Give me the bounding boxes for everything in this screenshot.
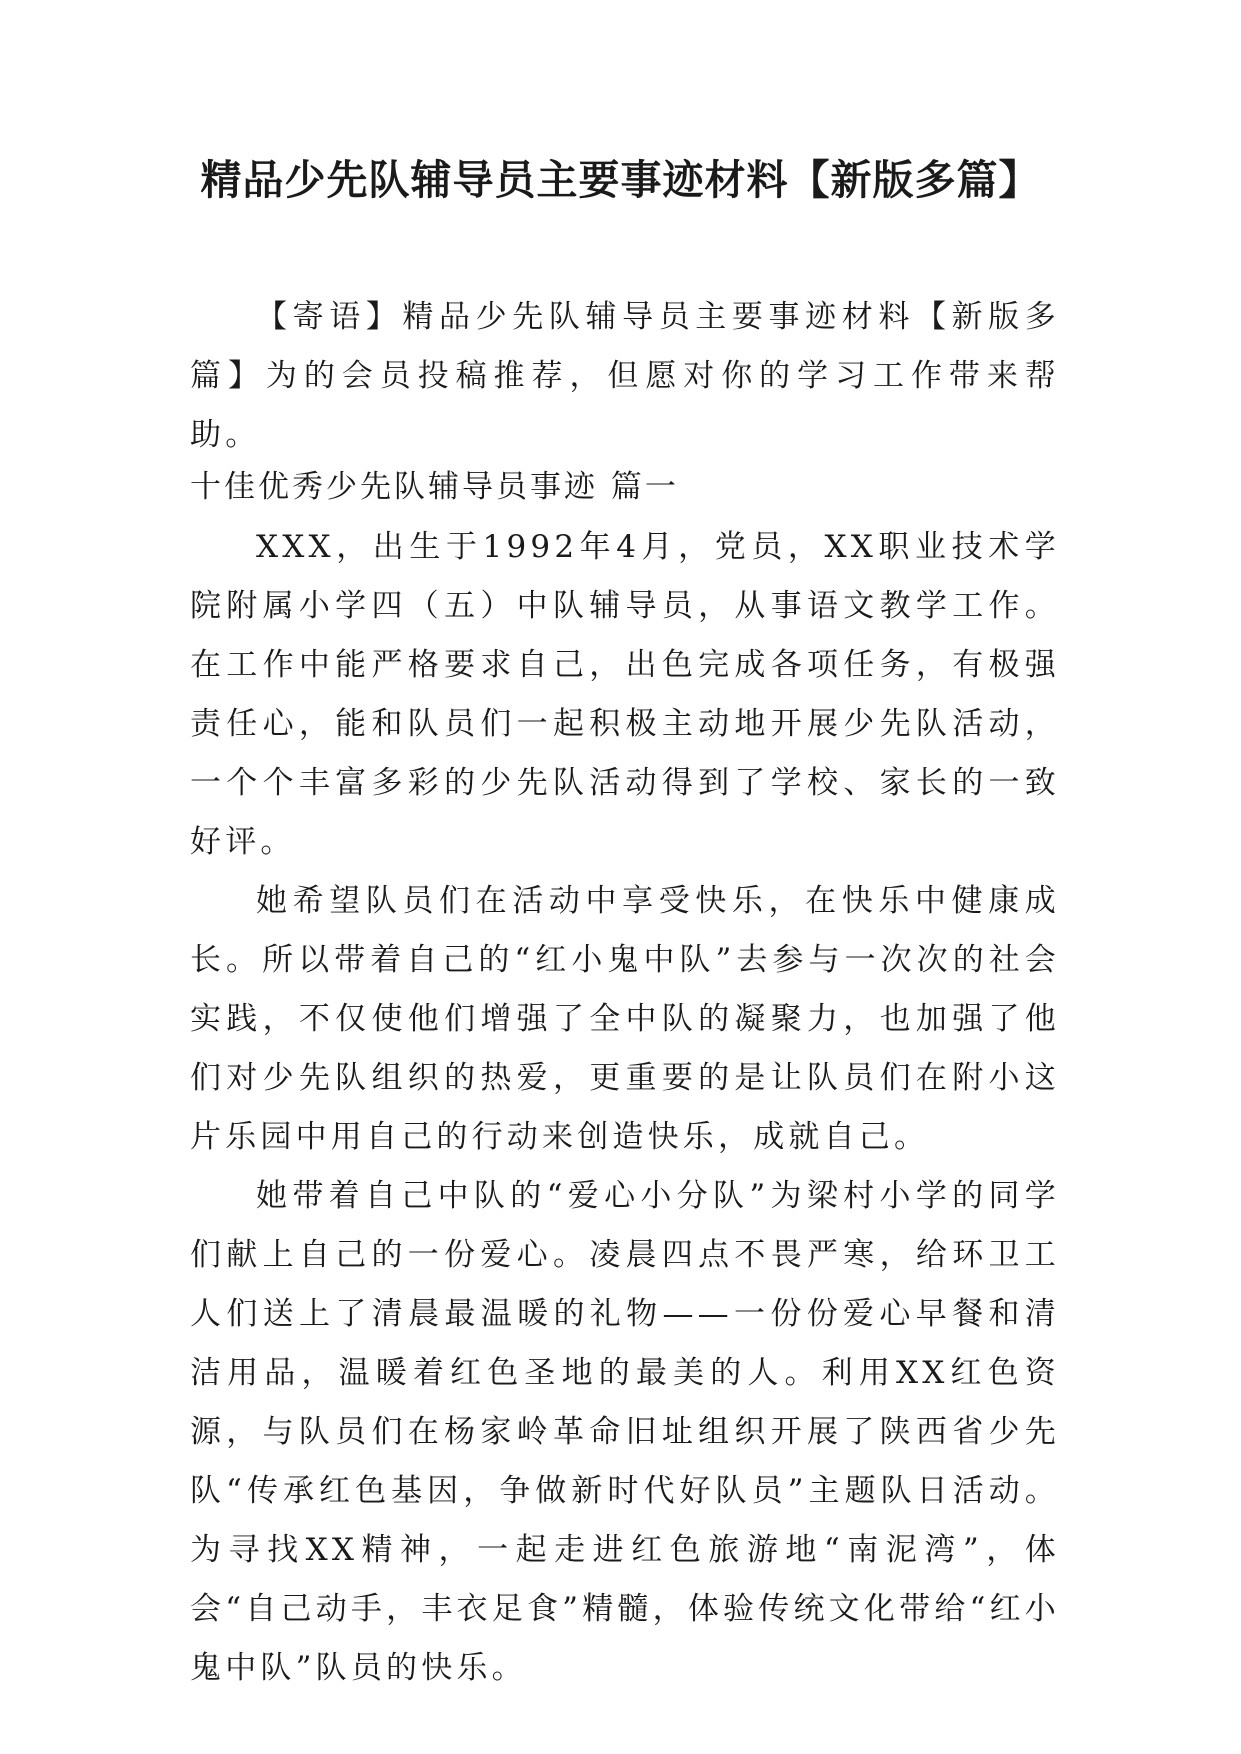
article-body [190, 518, 1060, 1698]
intro-paragraph: 【寄语】精品少先队辅导员主要事迹材料【新版多篇】为的会员投稿推荐，但愿对你的学习工作带来帮助。 [190, 299, 1060, 453]
body-paragraph-1: XXX，出生于1992年4月，党员，XX职业技术学院附属小学四（五）中队辅导员，从事语文教学工作。在工作中能严格要求自己，出色完成各项任务，有极强责任心，能和队员们一起积极主动地开展少先队活动，一个个丰富多彩的少先队活动得到了学校、家长的一致好评。 [190, 529, 1060, 860]
body-paragraph-3: 她带着自己中队的“爱心小分队”为梁村小学的同学们献上自己的一份爱心。凌晨四点不畏严寒，给环卫工人们送上了清晨最温暖的礼物——一份份爱心早餐和清洁用品，温暖着红色圣地的最美的人。利用XX红色资源，与队员们在杨家岭革命旧址组织开展了陕西省少先队“传承红色基因，争做新时代好队员”主题队日活动。为寻找XX精神，一起走进红色旅游地“南泥湾”，体会“自己动手，丰衣足食”精髓，体验传统文化带给“红小鬼中队”队员的快乐。 [190, 1178, 1060, 1686]
document-title: 精品少先队辅导员主要事迹材料【新版多篇】 [200, 156, 1041, 204]
body-paragraph-2: 她希望队员们在活动中享受快乐，在快乐中健康成长。所以带着自己的“红小鬼中队”去参与一次次的社会实践，不仅使他们增强了全中队的凝聚力，也加强了他们对少先队组织的热爱，更重要的是让队员们在附小这片乐园中用自己的行动来创造快乐，成就自己。 [190, 883, 1060, 1155]
section-heading: 十佳优秀少先队辅导员事迹 篇一 [190, 469, 679, 505]
